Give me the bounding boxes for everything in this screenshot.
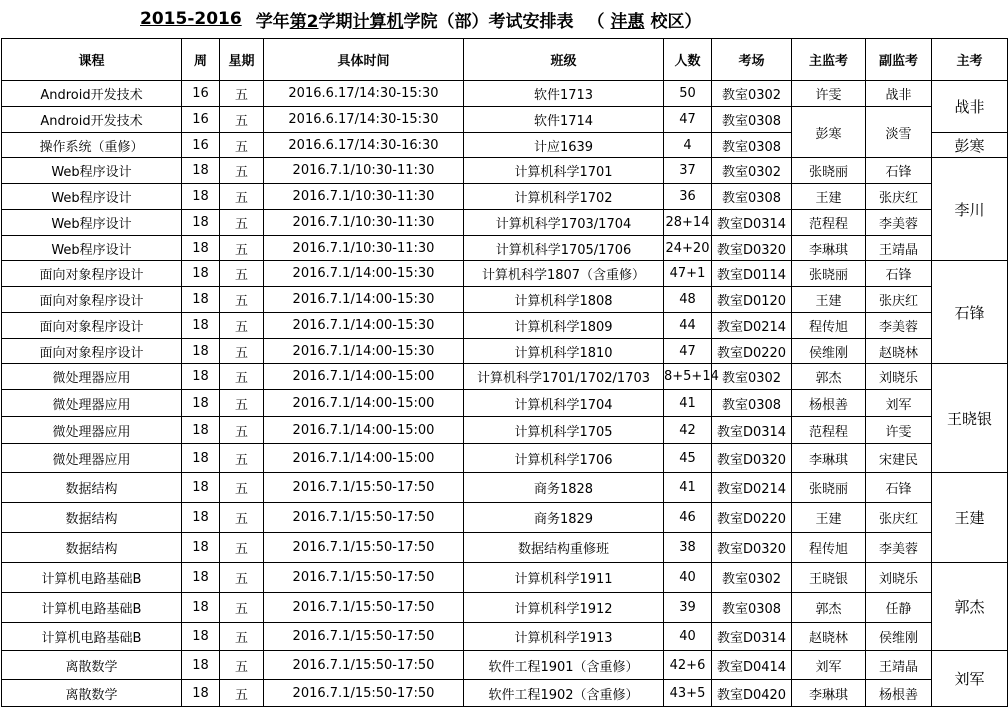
title-campus: 沣惠 bbox=[610, 11, 645, 32]
assist-invigilator-cell: 王靖晶 bbox=[866, 651, 932, 680]
week-cell: 18 bbox=[182, 313, 220, 339]
header-count: 人数 bbox=[664, 39, 712, 81]
assist-invigilator-cell: 王靖晶 bbox=[866, 236, 932, 261]
time-cell: 2016.7.1/15:50-17:50 bbox=[264, 563, 464, 593]
class-cell: 数据结构重修班 bbox=[464, 533, 664, 563]
time-cell: 2016.7.1/15:50-17:50 bbox=[264, 473, 464, 503]
table-row bbox=[2, 593, 1008, 623]
table-row bbox=[2, 503, 1008, 533]
table-row bbox=[2, 473, 1008, 503]
header-assist-invigilator: 副监考 bbox=[866, 39, 932, 81]
assist-invigilator-cell: 战非 bbox=[866, 81, 932, 107]
table-row bbox=[2, 417, 1008, 444]
time-cell: 2016.6.17/14:30-16:30 bbox=[264, 133, 464, 158]
count-cell: 47+1 bbox=[664, 261, 712, 287]
week-cell: 18 bbox=[182, 339, 220, 364]
assist-invigilator-cell: 李美蓉 bbox=[866, 313, 932, 339]
assist-invigilator-cell: 侯维刚 bbox=[866, 623, 932, 651]
title-school-label: 学院（部）考试安排表 bbox=[403, 11, 574, 32]
class-cell: 计算机科学1702 bbox=[464, 184, 664, 210]
week-cell: 18 bbox=[182, 390, 220, 417]
count-cell: 44 bbox=[664, 313, 712, 339]
assist-invigilator-cell: 李美蓉 bbox=[866, 210, 932, 236]
table-row bbox=[2, 184, 1008, 210]
chief-examiner-cell: 郭杰 bbox=[932, 563, 1008, 651]
count-cell: 38 bbox=[664, 533, 712, 563]
course-cell: 计算机电路基础B bbox=[2, 593, 182, 623]
count-cell: 47 bbox=[664, 107, 712, 133]
table-row bbox=[2, 107, 1008, 133]
assist-invigilator-cell: 石锋 bbox=[866, 158, 932, 184]
main-invigilator-cell: 张晓丽 bbox=[792, 473, 866, 503]
count-cell: 37 bbox=[664, 158, 712, 184]
main-invigilator-cell: 王建 bbox=[792, 184, 866, 210]
time-cell: 2016.7.1/15:50-17:50 bbox=[264, 533, 464, 563]
title-school: 计算机 bbox=[352, 11, 404, 32]
main-invigilator-cell: 程传旭 bbox=[792, 313, 866, 339]
time-cell: 2016.7.1/14:00-15:00 bbox=[264, 444, 464, 473]
chief-examiner-cell: 王建 bbox=[932, 473, 1008, 563]
main-invigilator-cell: 王晓银 bbox=[792, 563, 866, 593]
day-cell: 五 bbox=[220, 623, 264, 651]
count-cell: 47 bbox=[664, 339, 712, 364]
day-cell: 五 bbox=[220, 364, 264, 390]
class-cell: 计算机科学1912 bbox=[464, 593, 664, 623]
time-cell: 2016.7.1/15:50-17:50 bbox=[264, 680, 464, 707]
time-cell: 2016.6.17/14:30-15:30 bbox=[264, 81, 464, 107]
room-cell: 教室D0320 bbox=[712, 533, 792, 563]
main-invigilator-cell: 杨根善 bbox=[792, 390, 866, 417]
main-invigilator-cell: 许雯 bbox=[792, 81, 866, 107]
week-cell: 18 bbox=[182, 364, 220, 390]
room-cell: 教室0302 bbox=[712, 158, 792, 184]
assist-invigilator-cell: 赵晓林 bbox=[866, 339, 932, 364]
time-cell: 2016.7.1/10:30-11:30 bbox=[264, 184, 464, 210]
chief-examiner-cell: 石锋 bbox=[932, 261, 1008, 364]
count-cell: 45 bbox=[664, 444, 712, 473]
table-row bbox=[2, 210, 1008, 236]
week-cell: 18 bbox=[182, 184, 220, 210]
title-campus-label: 校区） bbox=[650, 11, 702, 32]
time-cell: 2016.7.1/10:30-11:30 bbox=[264, 236, 464, 261]
class-cell: 计算机科学1809 bbox=[464, 313, 664, 339]
assist-invigilator-cell: 张庆红 bbox=[866, 184, 932, 210]
count-cell: 42 bbox=[664, 417, 712, 444]
day-cell: 五 bbox=[220, 651, 264, 680]
table-row bbox=[2, 287, 1008, 313]
count-cell: 48 bbox=[664, 287, 712, 313]
class-cell: 计算机科学1704 bbox=[464, 390, 664, 417]
room-cell: 教室D0314 bbox=[712, 417, 792, 444]
header-day: 星期 bbox=[220, 39, 264, 81]
table-row bbox=[2, 651, 1008, 680]
course-cell: Android开发技术 bbox=[2, 81, 182, 107]
room-cell: 教室D0420 bbox=[712, 680, 792, 707]
main-invigilator-cell: 范程程 bbox=[792, 210, 866, 236]
course-cell: 面向对象程序设计 bbox=[2, 287, 182, 313]
day-cell: 五 bbox=[220, 339, 264, 364]
count-cell: 4 bbox=[664, 133, 712, 158]
course-cell: 数据结构 bbox=[2, 533, 182, 563]
time-cell: 2016.6.17/14:30-15:30 bbox=[264, 107, 464, 133]
assist-invigilator-cell: 杨根善 bbox=[866, 680, 932, 707]
header-course: 课程 bbox=[2, 39, 182, 81]
table-row bbox=[2, 390, 1008, 417]
time-cell: 2016.7.1/14:00-15:30 bbox=[264, 313, 464, 339]
main-invigilator-cell: 李琳琪 bbox=[792, 680, 866, 707]
course-cell: 面向对象程序设计 bbox=[2, 313, 182, 339]
day-cell: 五 bbox=[220, 593, 264, 623]
week-cell: 16 bbox=[182, 133, 220, 158]
room-cell: 教室0308 bbox=[712, 184, 792, 210]
course-cell: 面向对象程序设计 bbox=[2, 339, 182, 364]
main-invigilator-cell: 李琳琪 bbox=[792, 444, 866, 473]
count-cell: 40 bbox=[664, 563, 712, 593]
count-cell: 46 bbox=[664, 503, 712, 533]
main-invigilator-cell: 刘军 bbox=[792, 651, 866, 680]
room-cell: 教室D0320 bbox=[712, 236, 792, 261]
table-row bbox=[2, 158, 1008, 184]
course-cell: 微处理器应用 bbox=[2, 390, 182, 417]
count-cell: 40 bbox=[664, 623, 712, 651]
main-invigilator-cell: 王建 bbox=[792, 287, 866, 313]
course-cell: Web程序设计 bbox=[2, 210, 182, 236]
class-cell: 计算机科学1911 bbox=[464, 563, 664, 593]
time-cell: 2016.7.1/14:00-15:00 bbox=[264, 364, 464, 390]
day-cell: 五 bbox=[220, 107, 264, 133]
main-invigilator-cell: 张晓丽 bbox=[792, 261, 866, 287]
room-cell: 教室D0220 bbox=[712, 339, 792, 364]
class-cell: 计应1639 bbox=[464, 133, 664, 158]
header-main-invigilator: 主监考 bbox=[792, 39, 866, 81]
chief-examiner-cell: 李川 bbox=[932, 158, 1008, 261]
table-row bbox=[2, 563, 1008, 593]
class-cell: 软件1714 bbox=[464, 107, 664, 133]
week-cell: 18 bbox=[182, 261, 220, 287]
table-row bbox=[2, 339, 1008, 364]
header-week: 周 bbox=[182, 39, 220, 81]
room-cell: 教室D0214 bbox=[712, 473, 792, 503]
time-cell: 2016.7.1/14:00-15:00 bbox=[264, 390, 464, 417]
course-cell: 计算机电路基础B bbox=[2, 623, 182, 651]
day-cell: 五 bbox=[220, 133, 264, 158]
count-cell: 50 bbox=[664, 81, 712, 107]
assist-invigilator-cell: 张庆红 bbox=[866, 287, 932, 313]
room-cell: 教室0302 bbox=[712, 81, 792, 107]
room-cell: 教室D0414 bbox=[712, 651, 792, 680]
week-cell: 18 bbox=[182, 563, 220, 593]
title-year: 2015-2016 bbox=[140, 9, 242, 29]
room-cell: 教室D0314 bbox=[712, 210, 792, 236]
week-cell: 18 bbox=[182, 417, 220, 444]
room-cell: 教室D0214 bbox=[712, 313, 792, 339]
room-cell: 教室0308 bbox=[712, 390, 792, 417]
title-year-label: 学年 bbox=[255, 11, 290, 32]
assist-invigilator-cell: 宋建民 bbox=[866, 444, 932, 473]
course-cell: 数据结构 bbox=[2, 503, 182, 533]
course-cell: 微处理器应用 bbox=[2, 364, 182, 390]
day-cell: 五 bbox=[220, 563, 264, 593]
exam-schedule-table bbox=[1, 38, 1008, 707]
assist-invigilator-cell: 任静 bbox=[866, 593, 932, 623]
sheet-title bbox=[0, 0, 1008, 38]
title-term-label: 学期 bbox=[318, 11, 353, 32]
week-cell: 18 bbox=[182, 680, 220, 707]
time-cell: 2016.7.1/15:50-17:50 bbox=[264, 593, 464, 623]
main-invigilator-cell: 张晓丽 bbox=[792, 158, 866, 184]
class-cell: 计算机科学1810 bbox=[464, 339, 664, 364]
main-invigilator-cell: 彭寒 bbox=[792, 107, 866, 158]
assist-invigilator-cell: 许雯 bbox=[866, 417, 932, 444]
count-cell: 28+14 bbox=[664, 210, 712, 236]
chief-examiner-cell: 刘军 bbox=[932, 651, 1008, 707]
day-cell: 五 bbox=[220, 210, 264, 236]
class-cell: 计算机科学1703/1704 bbox=[464, 210, 664, 236]
week-cell: 18 bbox=[182, 444, 220, 473]
table-row bbox=[2, 533, 1008, 563]
week-cell: 16 bbox=[182, 107, 220, 133]
table-row bbox=[2, 313, 1008, 339]
title-campus-open: （ bbox=[587, 11, 605, 32]
week-cell: 18 bbox=[182, 651, 220, 680]
table-row bbox=[2, 623, 1008, 651]
time-cell: 2016.7.1/15:50-17:50 bbox=[264, 623, 464, 651]
time-cell: 2016.7.1/15:50-17:50 bbox=[264, 651, 464, 680]
room-cell: 教室0302 bbox=[712, 364, 792, 390]
assist-invigilator-cell: 石锋 bbox=[866, 261, 932, 287]
course-cell: 计算机电路基础B bbox=[2, 563, 182, 593]
time-cell: 2016.7.1/14:00-15:30 bbox=[264, 261, 464, 287]
count-cell: 36 bbox=[664, 184, 712, 210]
header-row bbox=[2, 39, 1008, 81]
course-cell: 数据结构 bbox=[2, 473, 182, 503]
assist-invigilator-cell: 刘军 bbox=[866, 390, 932, 417]
room-cell: 教室0302 bbox=[712, 563, 792, 593]
class-cell: 计算机科学1705 bbox=[464, 417, 664, 444]
class-cell: 计算机科学1705/1706 bbox=[464, 236, 664, 261]
course-cell: Web程序设计 bbox=[2, 158, 182, 184]
room-cell: 教室D0314 bbox=[712, 623, 792, 651]
assist-invigilator-cell: 李美蓉 bbox=[866, 533, 932, 563]
course-cell: 微处理器应用 bbox=[2, 444, 182, 473]
main-invigilator-cell: 程传旭 bbox=[792, 533, 866, 563]
day-cell: 五 bbox=[220, 503, 264, 533]
assist-invigilator-cell: 刘晓乐 bbox=[866, 563, 932, 593]
chief-examiner-cell: 战非 bbox=[932, 81, 1008, 133]
main-invigilator-cell: 王建 bbox=[792, 503, 866, 533]
count-cell: 43+5 bbox=[664, 680, 712, 707]
time-cell: 2016.7.1/10:30-11:30 bbox=[264, 210, 464, 236]
day-cell: 五 bbox=[220, 236, 264, 261]
class-cell: 计算机科学1701/1702/1703 bbox=[464, 364, 664, 390]
class-cell: 计算机科学1701 bbox=[464, 158, 664, 184]
assist-invigilator-cell: 石锋 bbox=[866, 473, 932, 503]
time-cell: 2016.7.1/14:00-15:30 bbox=[264, 339, 464, 364]
table-row bbox=[2, 444, 1008, 473]
day-cell: 五 bbox=[220, 533, 264, 563]
room-cell: 教室0308 bbox=[712, 593, 792, 623]
week-cell: 18 bbox=[182, 287, 220, 313]
week-cell: 18 bbox=[182, 503, 220, 533]
table-row bbox=[2, 261, 1008, 287]
table-row bbox=[2, 81, 1008, 107]
header-time: 具体时间 bbox=[264, 39, 464, 81]
class-cell: 计算机科学1807（含重修） bbox=[464, 261, 664, 287]
chief-examiner-cell: 王晓银 bbox=[932, 364, 1008, 473]
class-cell: 软件工程1901（含重修） bbox=[464, 651, 664, 680]
table-row bbox=[2, 364, 1008, 390]
class-cell: 计算机科学1913 bbox=[464, 623, 664, 651]
main-invigilator-cell: 郭杰 bbox=[792, 364, 866, 390]
header-room: 考场 bbox=[712, 39, 792, 81]
count-cell: 24+20 bbox=[664, 236, 712, 261]
room-cell: 教室D0120 bbox=[712, 287, 792, 313]
main-invigilator-cell: 范程程 bbox=[792, 417, 866, 444]
class-cell: 商务1829 bbox=[464, 503, 664, 533]
table-row bbox=[2, 680, 1008, 707]
week-cell: 18 bbox=[182, 158, 220, 184]
day-cell: 五 bbox=[220, 261, 264, 287]
assist-invigilator-cell: 张庆红 bbox=[866, 503, 932, 533]
course-cell: 微处理器应用 bbox=[2, 417, 182, 444]
main-invigilator-cell: 郭杰 bbox=[792, 593, 866, 623]
time-cell: 2016.7.1/14:00-15:30 bbox=[264, 287, 464, 313]
class-cell: 软件工程1902（含重修） bbox=[464, 680, 664, 707]
week-cell: 18 bbox=[182, 236, 220, 261]
time-cell: 2016.7.1/14:00-15:00 bbox=[264, 417, 464, 444]
count-cell: 42+6 bbox=[664, 651, 712, 680]
day-cell: 五 bbox=[220, 287, 264, 313]
header-class: 班级 bbox=[464, 39, 664, 81]
week-cell: 18 bbox=[182, 533, 220, 563]
assist-invigilator-cell: 刘晓乐 bbox=[866, 364, 932, 390]
day-cell: 五 bbox=[220, 473, 264, 503]
room-cell: 教室0308 bbox=[712, 107, 792, 133]
course-cell: 离散数学 bbox=[2, 651, 182, 680]
day-cell: 五 bbox=[220, 313, 264, 339]
class-cell: 软件1713 bbox=[464, 81, 664, 107]
course-cell: 面向对象程序设计 bbox=[2, 261, 182, 287]
header-chief-examiner: 主考 bbox=[932, 39, 1008, 81]
day-cell: 五 bbox=[220, 184, 264, 210]
count-cell: 8+5+14 bbox=[664, 364, 712, 390]
time-cell: 2016.7.1/10:30-11:30 bbox=[264, 158, 464, 184]
room-cell: 教室D0220 bbox=[712, 503, 792, 533]
assist-invigilator-cell: 淡雪 bbox=[866, 107, 932, 158]
course-cell: Android开发技术 bbox=[2, 107, 182, 133]
room-cell: 教室D0320 bbox=[712, 444, 792, 473]
day-cell: 五 bbox=[220, 158, 264, 184]
day-cell: 五 bbox=[220, 417, 264, 444]
table-row bbox=[2, 236, 1008, 261]
course-cell: 离散数学 bbox=[2, 680, 182, 707]
course-cell: Web程序设计 bbox=[2, 184, 182, 210]
day-cell: 五 bbox=[220, 81, 264, 107]
time-cell: 2016.7.1/15:50-17:50 bbox=[264, 503, 464, 533]
class-cell: 计算机科学1706 bbox=[464, 444, 664, 473]
course-cell: 操作系统（重修） bbox=[2, 133, 182, 158]
course-cell: Web程序设计 bbox=[2, 236, 182, 261]
class-cell: 计算机科学1808 bbox=[464, 287, 664, 313]
count-cell: 41 bbox=[664, 390, 712, 417]
count-cell: 41 bbox=[664, 473, 712, 503]
chief-examiner-cell: 彭寒 bbox=[932, 133, 1008, 158]
week-cell: 18 bbox=[182, 473, 220, 503]
day-cell: 五 bbox=[220, 680, 264, 707]
room-cell: 教室0308 bbox=[712, 133, 792, 158]
class-cell: 商务1828 bbox=[464, 473, 664, 503]
day-cell: 五 bbox=[220, 390, 264, 417]
week-cell: 18 bbox=[182, 210, 220, 236]
count-cell: 39 bbox=[664, 593, 712, 623]
room-cell: 教室D0114 bbox=[712, 261, 792, 287]
week-cell: 18 bbox=[182, 623, 220, 651]
week-cell: 18 bbox=[182, 593, 220, 623]
day-cell: 五 bbox=[220, 444, 264, 473]
week-cell: 16 bbox=[182, 81, 220, 107]
main-invigilator-cell: 赵晓林 bbox=[792, 623, 866, 651]
main-invigilator-cell: 侯维刚 bbox=[792, 339, 866, 364]
title-term: 第2 bbox=[289, 11, 319, 32]
main-invigilator-cell: 李琳琪 bbox=[792, 236, 866, 261]
